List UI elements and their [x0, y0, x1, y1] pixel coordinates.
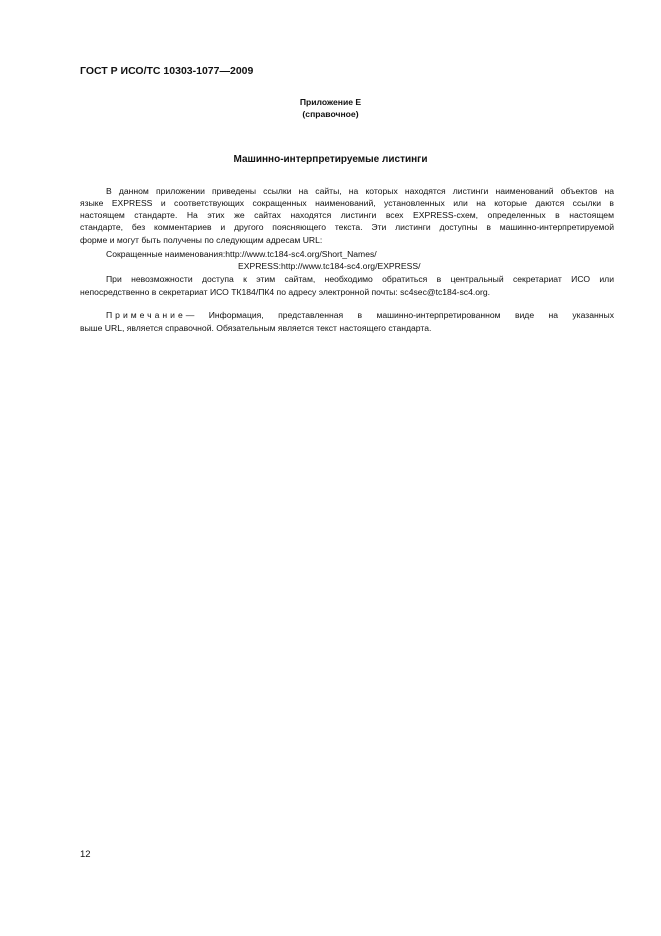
paragraph-line: непосредственно в секретариат ИСО ТК184/ПК4 по адресу электронной почты: sc4sec@tc184-sc4.org.	[80, 287, 491, 297]
paragraph-line: стандарте, без комментариев и другого поясняющего текста. Эти листинги доступны в машинно-интерпретируемой	[80, 222, 614, 232]
note	[106, 310, 614, 321]
document-header: ГОСТ Р ИСО/ТС 10303-1077—2009	[80, 65, 254, 77]
paragraph-line: форме и могут быть получены по следующим адресам URL:	[80, 235, 323, 245]
paragraph-line: языке EXPRESS и соответствующих сокращенных наименований, установленных или на которые даются ссылки в	[80, 198, 614, 208]
url-short-names: Сокращенные наименования:http://www.tc184-sc4.org/Short_Names/	[106, 249, 377, 259]
note-text-line2: выше URL, является справочной. Обязательным является текст настоящего стандарта.	[80, 323, 432, 333]
note-label: Примечание	[106, 310, 186, 320]
page-number: 12	[80, 849, 91, 860]
appendix-subtitle: (справочное)	[302, 109, 359, 119]
paragraph-line: При невозможности доступа к этим сайтам, необходимо обратиться в центральный секретариат ИСО или	[106, 274, 614, 284]
section-title: Машинно-интерпретируемые листинги	[233, 154, 428, 165]
note-text: — Информация, представленная в машинно-интерпретированном виде на указанных	[185, 310, 614, 320]
paragraph-line: В данном приложении приведены ссылки на сайты, на которых находятся листинги наименований объектов на	[106, 186, 614, 196]
appendix-title: Приложение Е	[299, 97, 362, 107]
paragraph-line: настоящем стандарте. На этих же сайтах находятся листинги всех EXPRESS-схем, определенных в настоящем	[80, 210, 614, 220]
url-express: EXPRESS:http://www.tc184-sc4.org/EXPRESS/	[238, 261, 421, 271]
